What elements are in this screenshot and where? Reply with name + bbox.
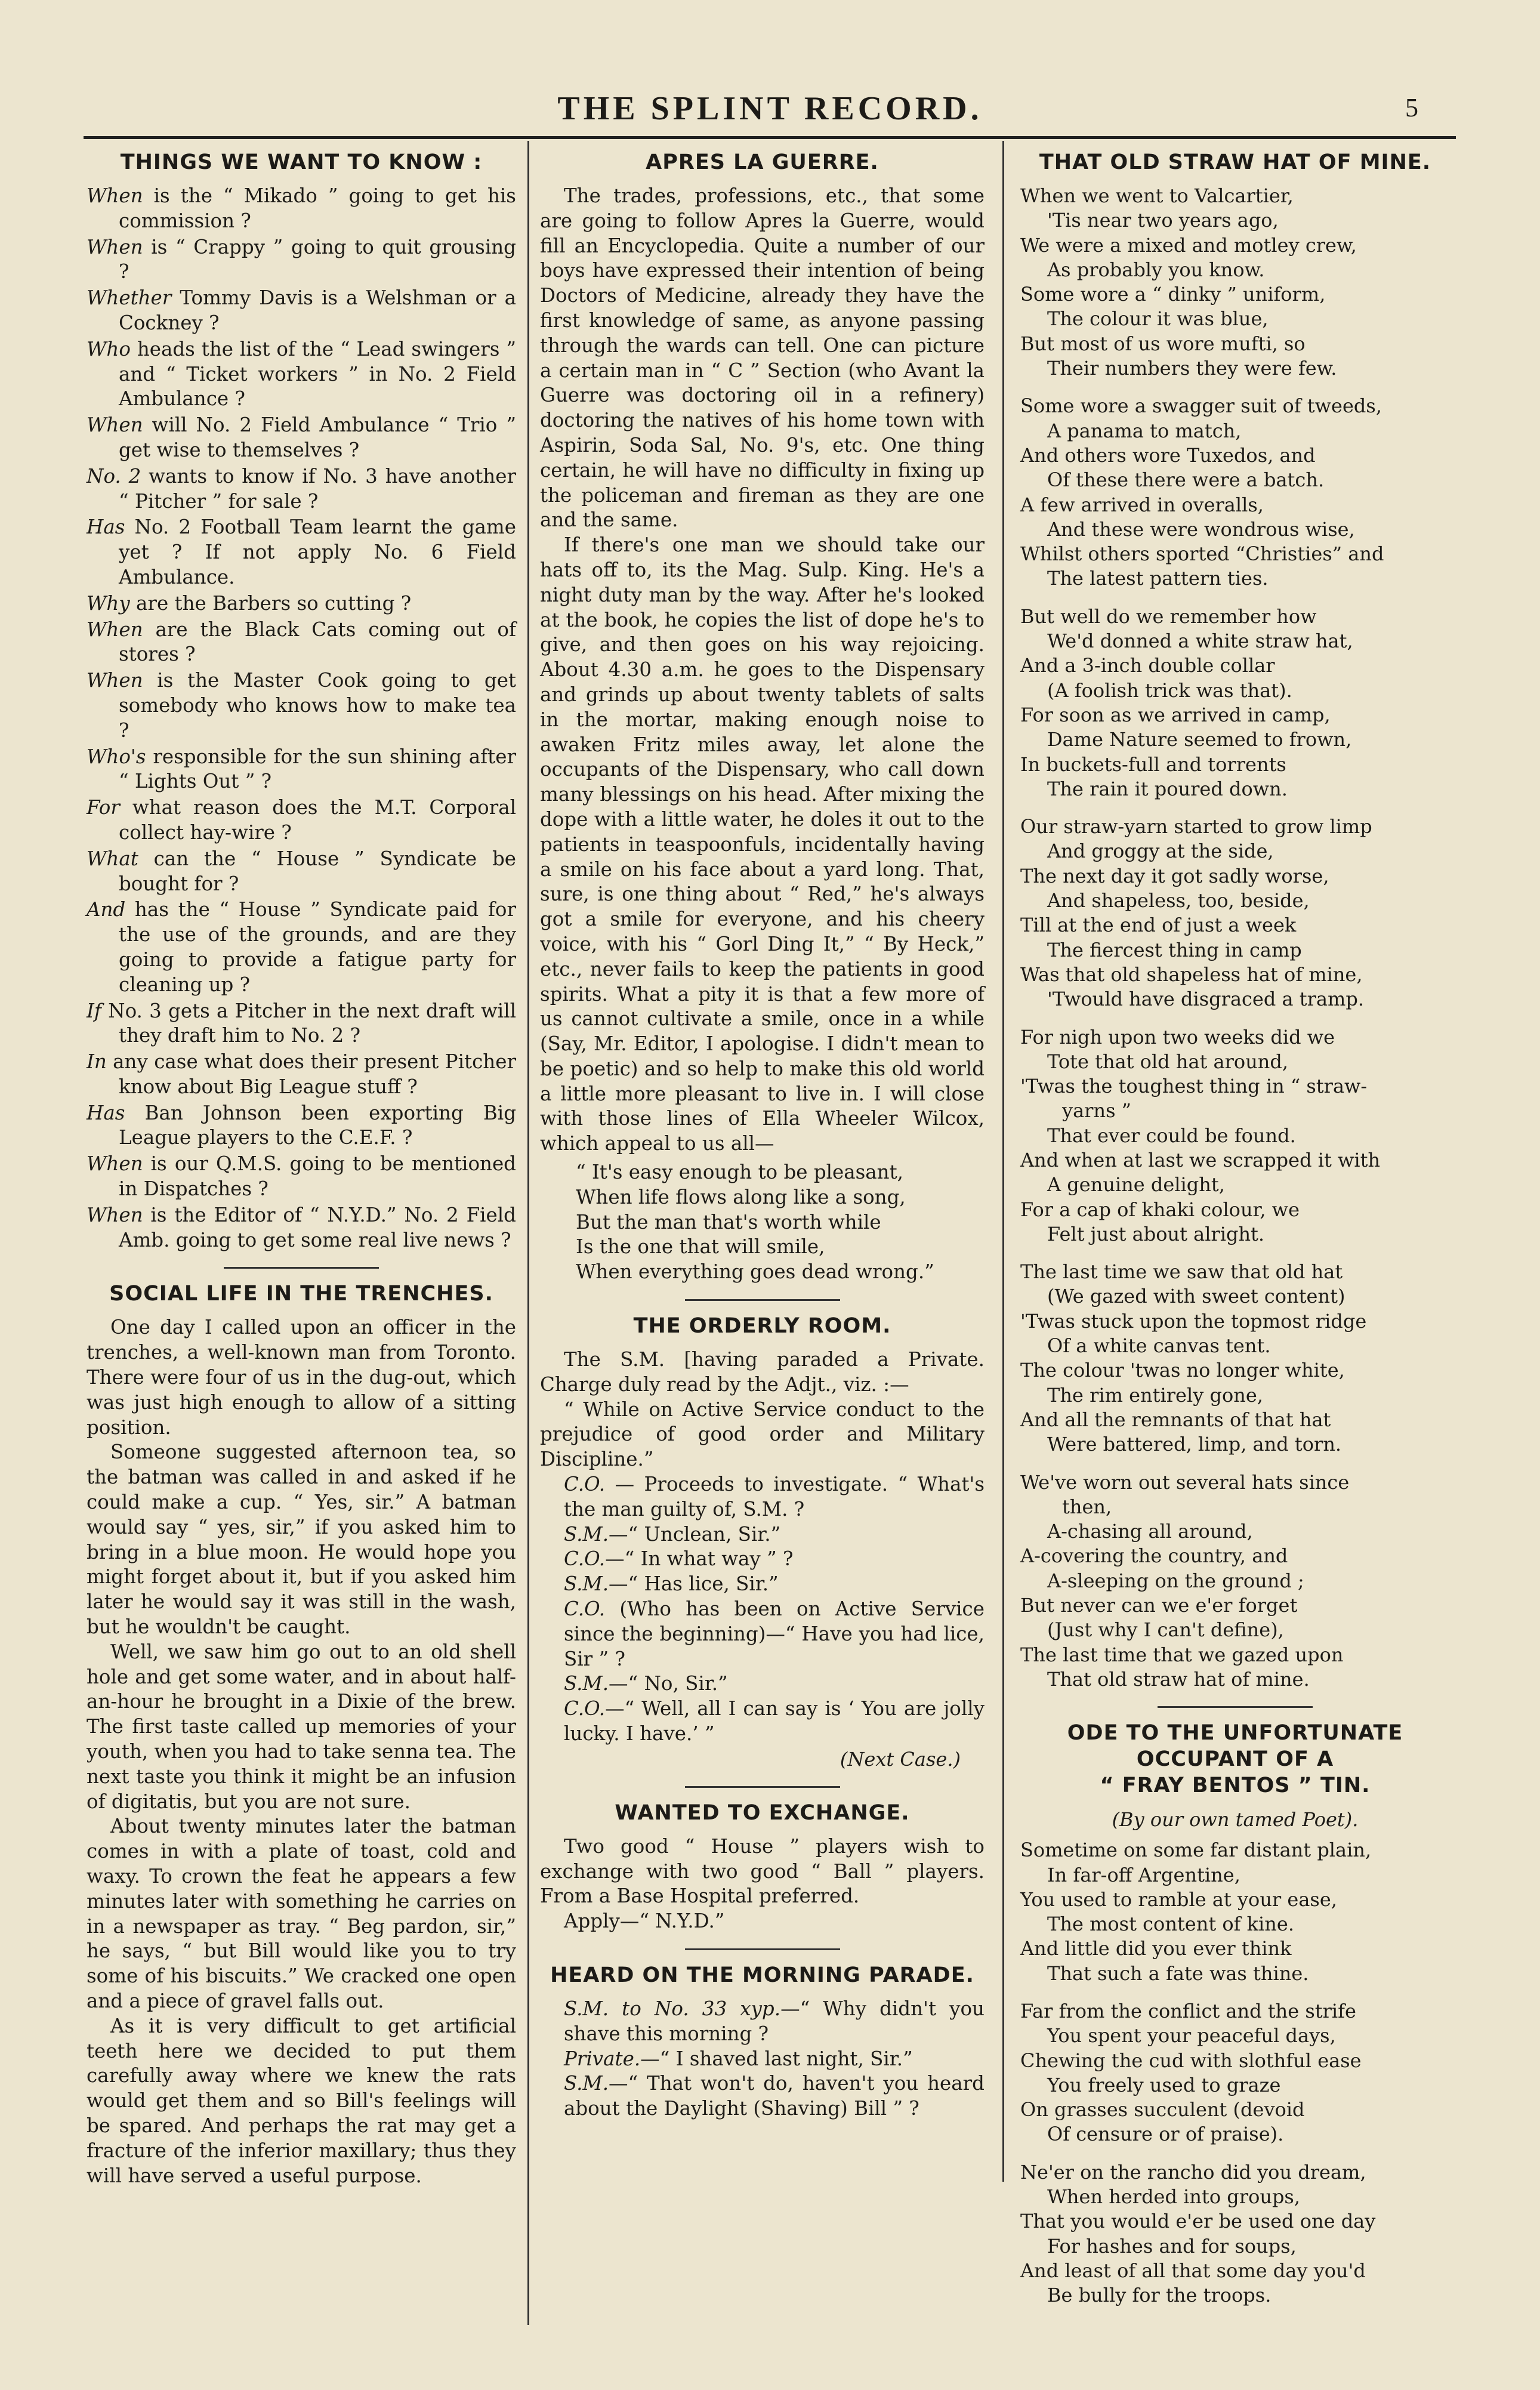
speech: —“ I shaved last night, Sir.” [640, 2047, 913, 2070]
verse-line: As probably you know. [1047, 258, 1265, 281]
speech: —“ Why didn't you shave this morning ? [564, 1997, 985, 2045]
dialogue-line [540, 1697, 985, 1747]
verse-line: Ne'er on the rancho did you dream, [1020, 2160, 1366, 2184]
verse-line: Be bully for the troops. [1047, 2284, 1271, 2307]
question-text: any case what does their present Pitcher know about Big League stuff ? [113, 1050, 516, 1098]
straw-hat-poem [1020, 184, 1450, 1692]
dialogue-line [540, 1572, 985, 1597]
ode-heading-line: “ FRAY BENTOS ” TIN. [1100, 1774, 1371, 1798]
question-item [87, 591, 516, 616]
verse-line: (A foolish trick was that). [1047, 679, 1292, 702]
verse-line: We were a mixed and motley crew, [1020, 233, 1357, 257]
question-text: is the “ Mikado ” going to get his commission ? [119, 184, 516, 232]
question-text: heads the list of the “ Lead swingers ” and “ Ticket workers ” in No. 2 Field Ambulance ? [119, 337, 516, 411]
speech: — Proceeds to investigate. “ What's the man guilty of, S.M. ? [564, 1473, 985, 1521]
speaker: S.M. [564, 1572, 609, 1596]
question-item [87, 413, 516, 463]
verse-line: Tote that old hat around, [1047, 1050, 1289, 1073]
question-keyword: When [87, 669, 143, 692]
speaker: S.M. to No. 33 xyp. [564, 1997, 781, 2020]
dialogue-line [540, 1672, 985, 1697]
question-keyword: When [87, 1152, 143, 1176]
question-item [87, 515, 516, 590]
verse-line: In far-off Argentine, [1047, 1863, 1240, 1886]
stanza [1020, 184, 1450, 381]
wanted-apply: Apply—“ N.Y.D.” [564, 1910, 725, 1933]
verse-line: A genuine delight, [1047, 1173, 1225, 1196]
question-text: No. 2 Football Team learnt the game yet ? If not apply No. 6 Field Ambulance. [119, 516, 516, 588]
speaker: S.M. [564, 1522, 609, 1546]
social-life-paragraph: As it is very difficult to get artificial teeth here we decided to put them carefully away where we knew the rats would get them and so Bill's feelings will be spared. And perhaps the rat may get a fracture of the inferior maxillary; thus they will have served a useful purpose. [87, 2014, 516, 2187]
question-item [87, 1101, 516, 1151]
orderly-room-heading: THE ORDERLY ROOM. [633, 1314, 891, 1339]
stanza [1020, 1999, 1450, 2147]
verse-line: And others wore Tuxedos, and [1020, 443, 1316, 467]
speaker: S.M. [564, 2072, 609, 2095]
speech: —“ Unclean, Sir.” [609, 1522, 781, 1546]
orderly-room-intro: The S.M. [having paraded a Private. Charge duly read by the Adjt., viz. :— [540, 1348, 985, 1396]
verse-line: And little did you ever think [1020, 1937, 1292, 1960]
verse-line: And these were wondrous wise, [1047, 517, 1355, 541]
question-keyword: What [87, 847, 138, 870]
verse-line: A-chasing all around, [1047, 1520, 1253, 1543]
question-item [87, 235, 516, 285]
question-item [87, 618, 516, 668]
question-keyword: When [87, 184, 143, 207]
question-keyword: No. 2 [87, 464, 141, 488]
verse-line: And least of all that some day you'd [1020, 2259, 1366, 2282]
question-text: will No. 2 Field Ambulance “ Trio ” get wise to themselves ? [119, 414, 516, 461]
wanted-to-exchange-heading: WANTED TO EXCHANGE. [615, 1800, 910, 1825]
verse-line: yarns ” [1062, 1099, 1132, 1122]
verse-line: (Just why I can't define), [1047, 1618, 1284, 1642]
question-text: is the Master Cook going to get somebody who knows how to make tea ? [119, 669, 516, 742]
section-divider [685, 1299, 840, 1301]
column-2 [540, 143, 985, 2121]
masthead-title: THE SPLINT RECORD. [557, 90, 983, 127]
verse-line: And a 3-inch double collar [1020, 654, 1275, 677]
social-life-paragraph: Well, we saw him go out to an old shell hole and get some water, and in about half-an-hour he brought in a Dixie of the brew. The first taste called up memories of your youth, when you had to take senna tea. The next taste you think it might be an infusion of digitatis, but you are not sure. [87, 1640, 516, 1813]
stanza [1020, 394, 1450, 591]
question-keyword: Why [87, 591, 130, 615]
verse-line: You used to ramble at your ease, [1020, 1888, 1337, 1911]
social-life-heading: SOCIAL LIFE IN THE TRENCHES. [109, 1282, 493, 1306]
verse-line: But well do we remember how [1020, 605, 1317, 628]
straw-hat-heading: THAT OLD STRAW HAT OF MINE. [1039, 150, 1431, 174]
verse-line: The last time we saw that old hat [1020, 1260, 1343, 1284]
section-divider [685, 1948, 840, 1950]
verse-line: A-sleeping on the ground ; [1047, 1569, 1304, 1592]
question-item [87, 898, 516, 997]
wilcox-quote [540, 1160, 985, 1285]
verse-line: That you would e'er be used one day [1020, 2210, 1376, 2233]
verse-line: The colour 'twas no longer white, [1020, 1359, 1345, 1382]
ode-heading-line: OCCUPANT OF A [1136, 1747, 1334, 1772]
speech: —“ Well, all I can say is ‘ You are jolly lucky. I have.’ ” [564, 1697, 985, 1746]
column-1 [87, 143, 516, 2188]
verse-line: For nigh upon two weeks did we [1020, 1025, 1335, 1048]
verse-line: The colour it was blue, [1047, 307, 1269, 331]
stanza [1020, 605, 1450, 801]
question-item [87, 464, 516, 514]
stanza [1020, 1470, 1450, 1692]
verse-line: Were battered, limp, and torn. [1047, 1433, 1342, 1456]
verse-line: The rain it poured down. [1047, 777, 1288, 800]
question-item [87, 795, 516, 846]
question-item [87, 337, 516, 412]
verse-line: The rim entirely gone, [1047, 1383, 1263, 1407]
question-keyword: When [87, 235, 143, 258]
question-keyword: And [87, 898, 126, 921]
stanza [1020, 2160, 1450, 2308]
speech: —“ No, Sir.” [609, 1672, 728, 1695]
question-item [87, 847, 516, 897]
things-list [87, 184, 516, 1253]
verse-line: You freely used to graze [1047, 2073, 1281, 2096]
question-text: wants to know if No. 3 have another “ Pitcher ” for sale ? [119, 464, 516, 513]
question-text: has the “ House ” Syndicate paid for the use of the grounds, and are they going to provide a fatigue party for cleaning up ? [119, 898, 516, 996]
verse-line: A panama to match, [1047, 419, 1242, 442]
verse-line: And all the remnants of that hat [1020, 1408, 1331, 1431]
question-item [87, 1203, 516, 1253]
morning-parade-dialogue [540, 1997, 985, 2121]
verse-line: The next day it got sadly worse, [1020, 864, 1329, 887]
verse-line: Whilst others sported “Christies” and [1020, 542, 1384, 566]
verse-line: The most content of kine. [1047, 1913, 1294, 1936]
question-text: No. 3 gets a Pitcher in the next draft will they draft him to No. 2 ? [108, 999, 516, 1047]
verse-line: But never can we e'er forget [1020, 1594, 1298, 1617]
speech: (Who has been on Active Service since the beginning)—“ Have you had lice, Sir ” ? [564, 1598, 985, 1670]
verse-line: That old straw hat of mine. [1047, 1667, 1310, 1691]
verse-line: Felt just about alright. [1047, 1222, 1265, 1245]
verse-line: The fiercest thing in camp [1047, 938, 1302, 961]
question-keyword: Who's [87, 745, 146, 768]
verse-line: 'Twould have disgraced a tramp. [1047, 988, 1365, 1011]
wanted-text: Two good “ House ” players wish to exchange with two good “ Ball ” players. From a Base Hospital preferred. [540, 1834, 985, 1908]
verse-line: A few arrived in overalls, [1020, 493, 1264, 516]
verse-line: When we went to Valcartier, [1020, 184, 1294, 207]
question-item [87, 1050, 516, 1100]
verse-line: Of these there were a batch. [1047, 468, 1325, 492]
stanza [1020, 1260, 1450, 1457]
orderly-room-charge: “ While on Active Service conduct to the prejudice of good order and Military Discipline.” [540, 1398, 985, 1471]
verse-line: For soon as we arrived in camp, [1020, 703, 1331, 726]
dialogue-line [540, 2047, 985, 2072]
section-divider [224, 1267, 379, 1269]
question-keyword: Has [87, 516, 125, 539]
verse-line: Was that old shapeless hat of mine, [1020, 963, 1363, 986]
question-keyword: When [87, 618, 143, 641]
ode-heading [1020, 1720, 1450, 1799]
quote-line: But the man that's worth while [576, 1210, 881, 1233]
stanza [1020, 815, 1450, 1011]
question-keyword: When [87, 1203, 143, 1226]
section-divider [1158, 1706, 1313, 1708]
question-keyword: Has [87, 1101, 125, 1124]
verse-line: Their numbers they were few. [1047, 357, 1337, 380]
dialogue-line [540, 1597, 985, 1672]
verse-line: Of a white canvas tent. [1047, 1334, 1271, 1358]
verse-line: You spent your peaceful days, [1047, 2024, 1336, 2047]
question-item [87, 1152, 516, 1202]
verse-line: When herded into groups, [1047, 2185, 1301, 2209]
column-divider-2 [1002, 141, 1004, 2182]
social-life-paragraph: One day I called upon an officer in the trenches, a well-known man from Toronto. There were four of us in the dug-out, which was just high enough to allow of a sitting position. [87, 1316, 516, 1439]
question-text: can the “ House ” Syndicate be bought for ? [119, 847, 516, 895]
question-item [87, 286, 516, 336]
question-text: responsible for the sun shining after “ Lights Out ” ? [119, 745, 516, 793]
question-item [87, 668, 516, 743]
question-text: are the Black Cats coming out of stores ? [119, 618, 516, 666]
verse-line: And groggy at the side, [1047, 840, 1274, 863]
verse-line: then, [1062, 1495, 1112, 1518]
verse-line: 'Twas the toughest thing in “ straw- [1020, 1075, 1368, 1098]
dialogue-line [540, 1547, 985, 1572]
morning-parade-heading: HEARD ON THE MORNING PARADE. [550, 1963, 974, 1987]
quote-line: When everything goes dead wrong.” [576, 1260, 934, 1284]
question-text: Ban Johnson been exporting Big League players to the C.E.F. ? [119, 1101, 516, 1149]
speech: —“ In what way ” ? [605, 1547, 794, 1571]
question-item [87, 745, 516, 795]
dialogue-line [540, 1997, 985, 2047]
question-keyword: In [87, 1050, 107, 1074]
verse-line: For a cap of khaki colour, we [1020, 1198, 1300, 1221]
next-case: (Next Case.) [840, 1747, 961, 1771]
verse-line: Far from the conflict and the strife [1020, 2000, 1356, 2022]
social-life-paragraph: About twenty minutes later the batman comes in with a plate of toast, cold and waxy. To crown the feat he appears a few minutes later with something he carries on in a newspaper as tray. “ Beg pardon, sir,” he says, “ but Bill would like you to try some of his biscuits.” We cracked one open and a piece of gravel falls out. [87, 1815, 516, 2012]
dialogue-line [540, 1522, 985, 1547]
things-we-want-to-know-heading: THINGS WE WANT TO KNOW : [120, 150, 483, 174]
question-text: what reason does the M.T. Corporal collect hay-wire ? [119, 796, 516, 844]
social-life-paragraph: Someone suggested afternoon tea, so the batman was called in and asked if he could make a cup. “ Yes, sir.” A batman would say “ yes, sir,” if you asked him to bring in a blue moon. He would hope you might forget about it, but if you asked him later he would say it was still in the wash, but he wouldn't be caught. [87, 1441, 516, 1639]
speaker: C.O. [564, 1697, 606, 1720]
verse-line: Some wore a “ dinky ” uniform, [1020, 283, 1326, 306]
verse-line: 'Twas stuck upon the topmost ridge [1020, 1309, 1367, 1333]
verse-line: For hashes and for soups, [1047, 2234, 1297, 2258]
dialogue-line [540, 1472, 985, 1522]
question-item [87, 999, 516, 1049]
page-number: 5 [1405, 93, 1418, 122]
question-item [87, 184, 516, 234]
ode-poem [1020, 1838, 1450, 2308]
verse-line: Our straw-yarn started to grow limp [1020, 815, 1372, 838]
verse-line: (We gazed with sweet content) [1047, 1285, 1345, 1308]
question-keyword: When [87, 414, 143, 437]
speech: —“ Has lice, Sir.” [609, 1572, 779, 1596]
question-text: are the Barbers so cutting ? [136, 591, 412, 615]
verse-line: That such a fate was thine. [1047, 1962, 1309, 1985]
dialogue-line [540, 2071, 985, 2121]
apres-la-guerre-heading: APRES LA GUERRE. [646, 150, 879, 174]
speaker: S.M. [564, 1672, 609, 1695]
verse-line: In buckets-full and torrents [1020, 753, 1286, 776]
verse-line: Dame Nature seemed to frown, [1047, 728, 1352, 751]
question-text: is the Editor of “ N.Y.D.” No. 2 Field Amb. going to get some real live news ? [119, 1203, 516, 1251]
stanza [1020, 1025, 1450, 1247]
speaker: C.O. [564, 1547, 606, 1571]
stanza [1020, 1838, 1450, 1986]
quote-line: Is the one that will smile, [576, 1235, 825, 1259]
question-keyword: Whether [87, 286, 172, 310]
verse-line: Chewing the cud with slothful ease [1020, 2049, 1362, 2072]
verse-line: But most of us wore mufti, so [1020, 332, 1306, 355]
question-keyword: Who [87, 337, 131, 360]
verse-line: Some wore a swagger suit of tweeds, [1020, 394, 1382, 418]
verse-line: Sometime on some far distant plain, [1020, 1839, 1372, 1862]
question-keyword: For [87, 796, 120, 819]
verse-line: Till at the end of just a week [1020, 914, 1297, 937]
verse-line: A-covering the country, and [1020, 1544, 1288, 1568]
quote-line: When life flows along like a song, [576, 1185, 906, 1208]
apres-paragraph-1: The trades, professions, etc., that some are going to follow Apres la Guerre, would fill an Encyclopedia. Quite a number of our boys have expressed their intention of being Doctors of Medicine, already they have the first knowledge of same, as anyone passing through the wards can tell. One can picture a certain man in “ C ” Section (who Avant la Guerre was doctoring oil in a refinery) doctoring the natives of his home town with Aspirin, Soda Sal, No. 9's, etc. One thing certain, he will have no difficulty in fixing up the policeman and fireman as they are one and the same. [540, 184, 985, 532]
verse-line: That ever could be found. [1047, 1124, 1296, 1147]
verse-line: And when at last we scrapped it with [1020, 1148, 1381, 1171]
apres-paragraph-2: If there's one man we should take our hats off to, its the Mag. Sulp. King. He's a night duty man by the way. After he's looked at the book, he copies the list of dope he's to give, and then goes on his way rejoicing. About 4.30 a.m. he goes to the Dispensary and grinds up about twenty tablets of salts in the mortar, making enough noise to awaken Fritz miles away, let alone the occupants of the Dispensary, who call down many blessings on his head. After mixing the dope with a little water, he doles it out to the patients in teaspoonfuls, incidentally having a smile on his face about a yard long. That, sure, is one thing about “ Red,” he's always got a smile for everyone, and his cheery voice, with his “ Gorl Ding It,” “ By Heck,” etc., never fails to keep the patients in good spirits. What a pity it is that a few more of us cannot cultivate a smile, once in a while (Say, Mr. Editor, I apologise. I didn't mean to be poetic) and so help to make this old world a little more pleasant to live in. I will close with those lines of Ella Wheeler Wilcox, which appeal to us all— [540, 533, 985, 1155]
verse-line: The latest pattern ties. [1047, 567, 1269, 590]
column-divider-1 [527, 141, 529, 2325]
speech: —“ That won't do, haven't you heard about the Daylight (Shaving) Bill ” ? [564, 2072, 985, 2120]
orderly-room-dialogue [540, 1472, 985, 1747]
verse-line: And shapeless, too, beside, [1047, 889, 1310, 912]
question-text: is our Q.M.S. going to be mentioned in Dispatches ? [119, 1152, 516, 1201]
section-divider [685, 1786, 840, 1788]
question-keyword: If [87, 999, 101, 1022]
verse-line: 'Tis near two years ago, [1047, 209, 1279, 232]
verse-line: The last time that we gazed upon [1020, 1643, 1344, 1666]
verse-line: Of censure or of praise). [1047, 2123, 1284, 2146]
verse-line: We'd donned a white straw hat, [1047, 630, 1353, 653]
speaker: C.O. [564, 1598, 606, 1621]
ode-byline: (By our own tamed Poet). [1112, 1808, 1359, 1831]
column-3 [1020, 143, 1450, 2321]
verse-line: On grasses succulent (devoid [1020, 2098, 1305, 2121]
masthead-rule [84, 136, 1456, 139]
speaker: Private. [564, 2047, 641, 2070]
quote-line: “ It's easy enough to be pleasant, [576, 1161, 904, 1184]
ode-heading-line: ODE TO THE UNFORTUNATE [1067, 1721, 1403, 1746]
speaker: C.O. [564, 1473, 606, 1496]
verse-line: We've worn out several hats since [1020, 1470, 1350, 1494]
question-text: is “ Crappy ” going to quit grousing ? [119, 235, 516, 283]
question-text: Tommy Davis is a Welshman or a Cockney ? [119, 286, 516, 334]
